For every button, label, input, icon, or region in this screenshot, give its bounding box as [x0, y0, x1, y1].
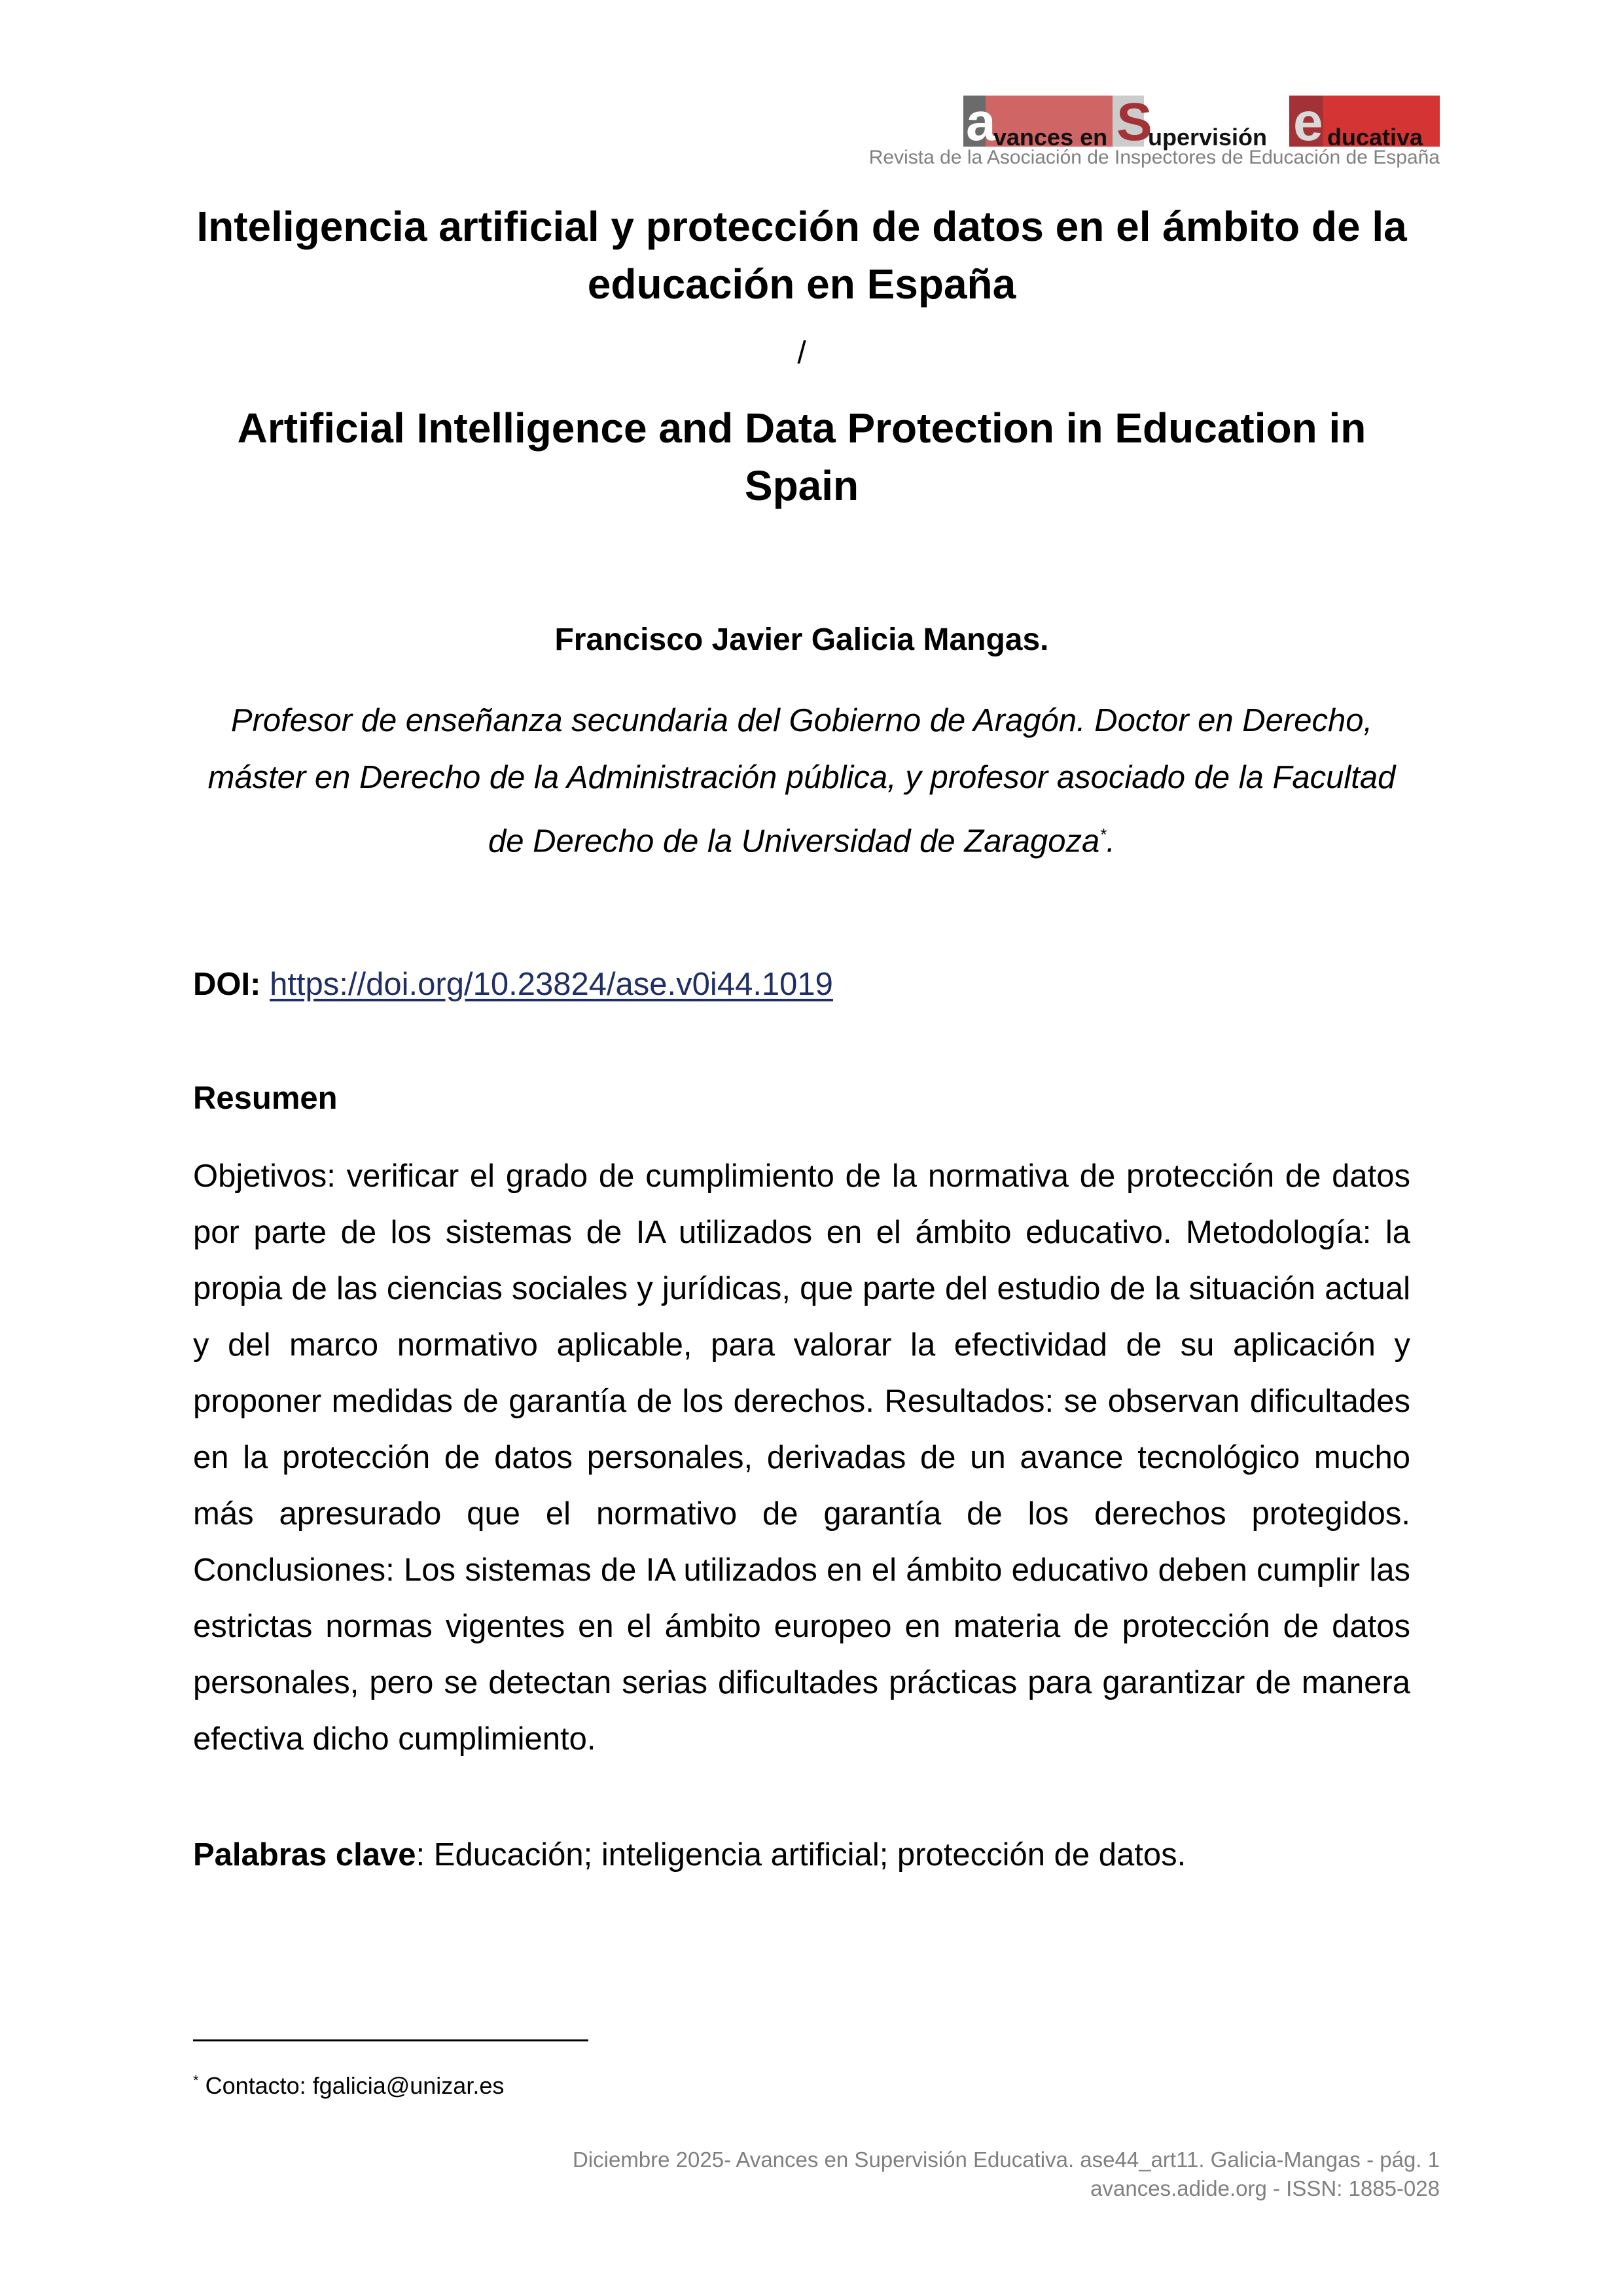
doi-label: DOI: [193, 967, 261, 1002]
author-name: Francisco Javier Galicia Mangas. [554, 622, 1049, 657]
title-spanish: Inteligencia artificial y protección de datos en el ámbito de la educación en España [196, 203, 1407, 308]
abstract-body: Objetivos: verificar el grado de cumplimiento de la normativa de protección de datos por parte de los sistemas de IA utilizados en el ámbito educativo. Metodología: la propia de las ciencias sociales y jurídicas, que parte del estudio de la situación actual y del marco normativo aplicable, para valorar la efectividad de su aplicación y proponer medidas de garantía de los derechos. Resultados: se observan dificultades en la protección de datos personales, derivadas de un avance tecnológico mucho más apresurado que el normativo de garantía de los derechos protegidos. Conclusiones: Los sistemas de IA utilizados en el ámbito educativo deben cumplir las estrictas normas vigentes en el ámbito europeo en materia de protección de datos personales, pero se detectan serias dificultades prácticas para garantizar de manera efectiva dicho cumplimiento. [193, 1158, 1410, 1757]
affiliation-text: Profesor de enseñanza secundaria del Gobierno de Aragón. Doctor en Derecho, máster en Derecho de la Administración pública, y profesor asociado de la Facultad de Derecho de la Universidad de Zaragoza [207, 703, 1396, 859]
title-english: Artificial Intelligence and Data Protection in Education in Spain [237, 404, 1366, 509]
footnote-divider [193, 2039, 588, 2041]
doi-link[interactable]: https://doi.org/10.23824/ase.v0i44.1019 [270, 967, 833, 1002]
logo-letter-e: e [1293, 92, 1323, 152]
journal-subtitle: Revista de la Asociación de Inspectores de Educación de España [868, 147, 1440, 168]
keywords-line [193, 1837, 1186, 1873]
abstract-heading: Resumen [193, 1081, 338, 1116]
doi-line [193, 966, 833, 1003]
page-footer [573, 2145, 1440, 2203]
footer-citation: Diciembre 2025- Avances en Supervisión Educativa. ase44_art11. Galicia-Mangas - pág. 1 [572, 2147, 1440, 2172]
title-separator: / [797, 336, 806, 370]
keywords-label: Palabras clave [193, 1837, 416, 1873]
logo-letter-s: S [1116, 92, 1152, 152]
logo-word-supervision: upervisión [1148, 124, 1268, 151]
journal-logo [963, 92, 1440, 152]
author-affiliation [193, 692, 1410, 870]
keywords-list: : Educación; inteligencia artificial; protección de datos. [416, 1837, 1186, 1873]
logo-word-educativa: ducativa [1327, 124, 1423, 151]
logo-letter-a: a [966, 92, 996, 152]
footer-issn: avances.adide.org - ISSN: 1885-028 [1090, 2176, 1440, 2200]
logo-word-avances: vances en [993, 124, 1108, 151]
affiliation-end: . [1106, 823, 1116, 859]
footnote [193, 2072, 504, 2100]
footnote-text: Contacto: fgalicia@unizar.es [198, 2072, 505, 2099]
footnote-marker-bottom: * [193, 2072, 199, 2089]
footnote-marker[interactable]: * [1099, 825, 1107, 844]
